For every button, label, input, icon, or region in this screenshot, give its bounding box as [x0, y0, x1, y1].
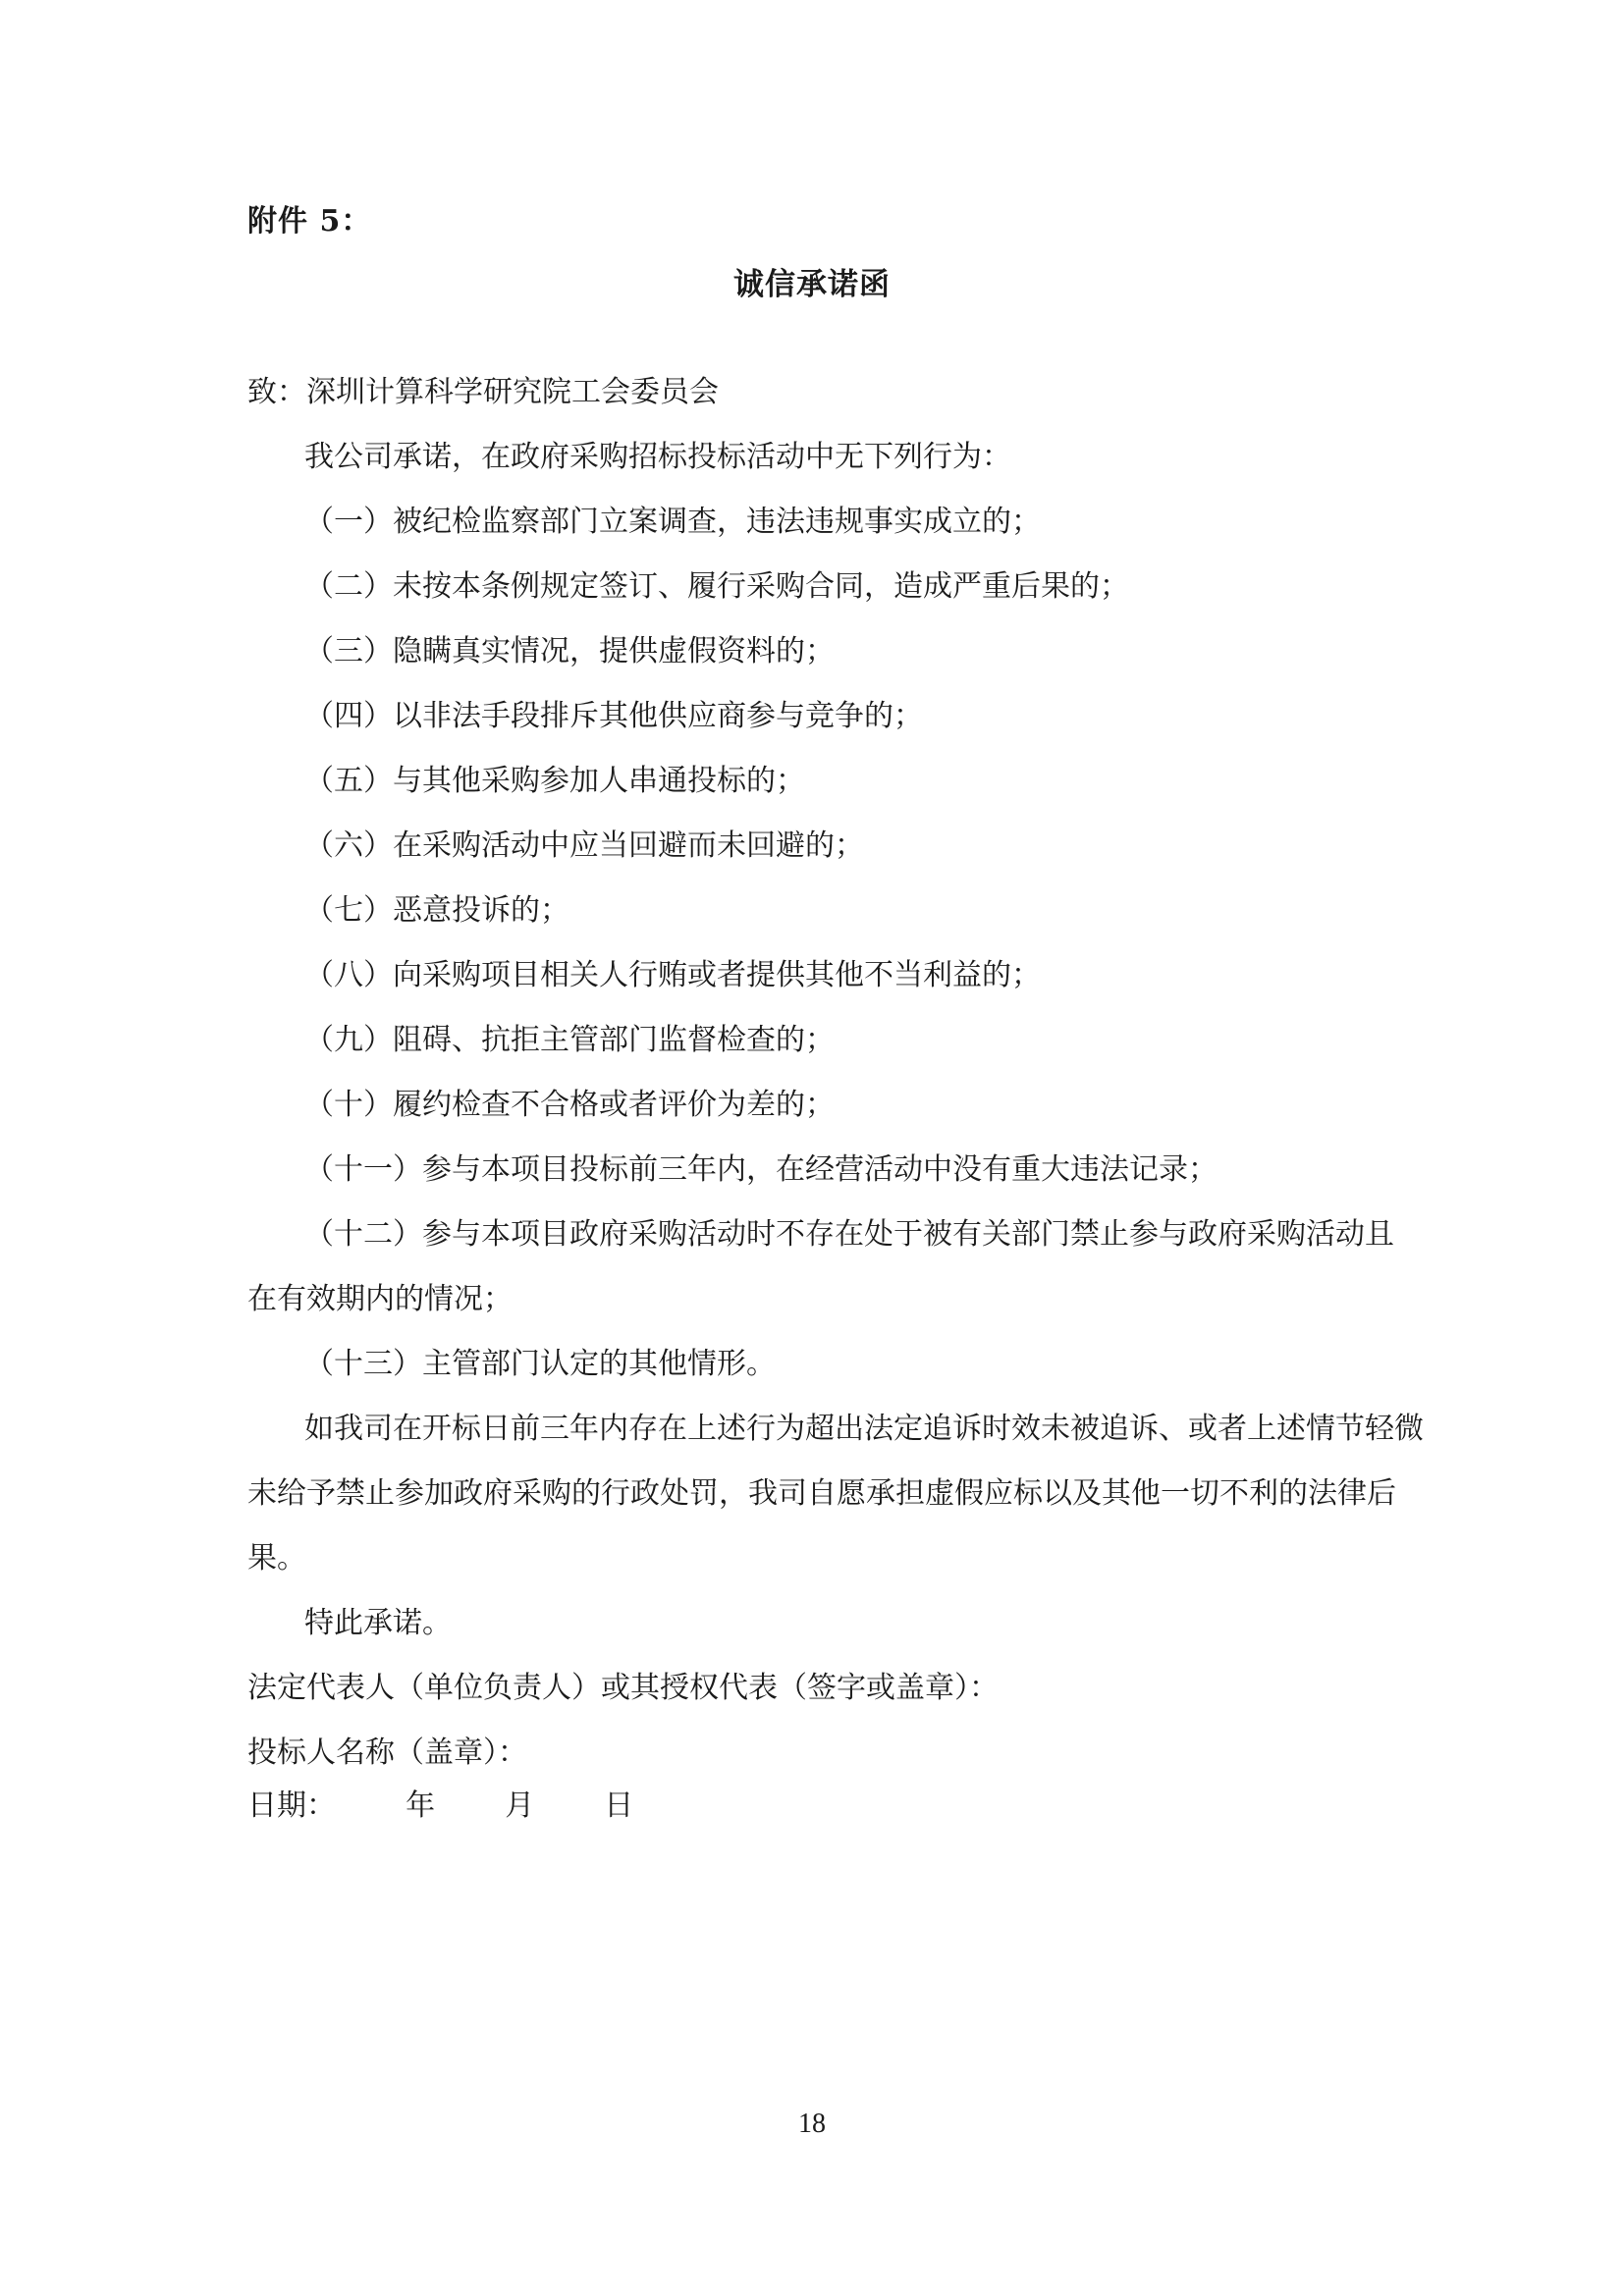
commitment-paragraph-line: 未给予禁止参加政府采购的行政处罚，我司自愿承担虚假应标以及其他一切不利的法律后 — [247, 1476, 1396, 1511]
list-item: （九）阻碍、抗拒主管部门监督检查的； — [304, 1023, 835, 1057]
list-item: （十三）主管部门认定的其他情形。 — [304, 1347, 776, 1381]
date-year: 年 — [406, 1789, 436, 1823]
list-item: （十）履约检查不合格或者评价为差的； — [304, 1088, 835, 1122]
list-item: （二）未按本条例规定签订、履行采购合同，造成严重后果的； — [304, 569, 1129, 604]
document-title: 诚信承诺函 — [733, 267, 891, 302]
bidder-name-label: 投标人名称（盖章）： — [247, 1735, 527, 1770]
list-item: （十一）参与本项目投标前三年内，在经营活动中没有重大违法记录； — [304, 1152, 1218, 1187]
list-item: （七）恶意投诉的； — [304, 893, 569, 928]
commitment-paragraph-line: 果。 — [247, 1541, 306, 1575]
date-month: 月 — [505, 1789, 535, 1823]
list-item: （一）被纪检监察部门立案调查，违法违规事实成立的； — [304, 505, 1041, 539]
date-day: 日 — [604, 1789, 634, 1823]
page-number: 18 — [798, 2109, 826, 2139]
commitment-paragraph-line: 如我司在开标日前三年内存在上述行为超出法定追诉时效未被追诉、或者上述情节轻微 — [304, 1412, 1424, 1446]
attachment-label: 附件 5： — [247, 204, 372, 239]
list-item: （四）以非法手段排斥其他供应商参与竞争的； — [304, 699, 923, 733]
list-item: （五）与其他采购参加人串通投标的； — [304, 764, 805, 798]
date-line — [247, 1789, 633, 1824]
list-item-continuation: 在有效期内的情况； — [247, 1282, 513, 1316]
list-item: （十二）参与本项目政府采购活动时不存在处于被有关部门禁止参与政府采购活动且 — [304, 1217, 1394, 1252]
recipient-line: 致：深圳计算科学研究院工会委员会 — [247, 375, 719, 409]
intro-paragraph: 我公司承诺，在政府采购招标投标活动中无下列行为： — [304, 440, 1011, 474]
list-item: （三）隐瞒真实情况，提供虚假资料的； — [304, 634, 835, 668]
list-item: （六）在采购活动中应当回避而未回避的； — [304, 828, 864, 863]
list-item: （八）向采购项目相关人行贿或者提供其他不当利益的； — [304, 958, 1041, 992]
closing-statement: 特此承诺。 — [304, 1606, 452, 1640]
date-label: 日期： — [247, 1789, 336, 1823]
signature-label: 法定代表人（单位负责人）或其授权代表（签字或盖章）： — [247, 1671, 999, 1705]
